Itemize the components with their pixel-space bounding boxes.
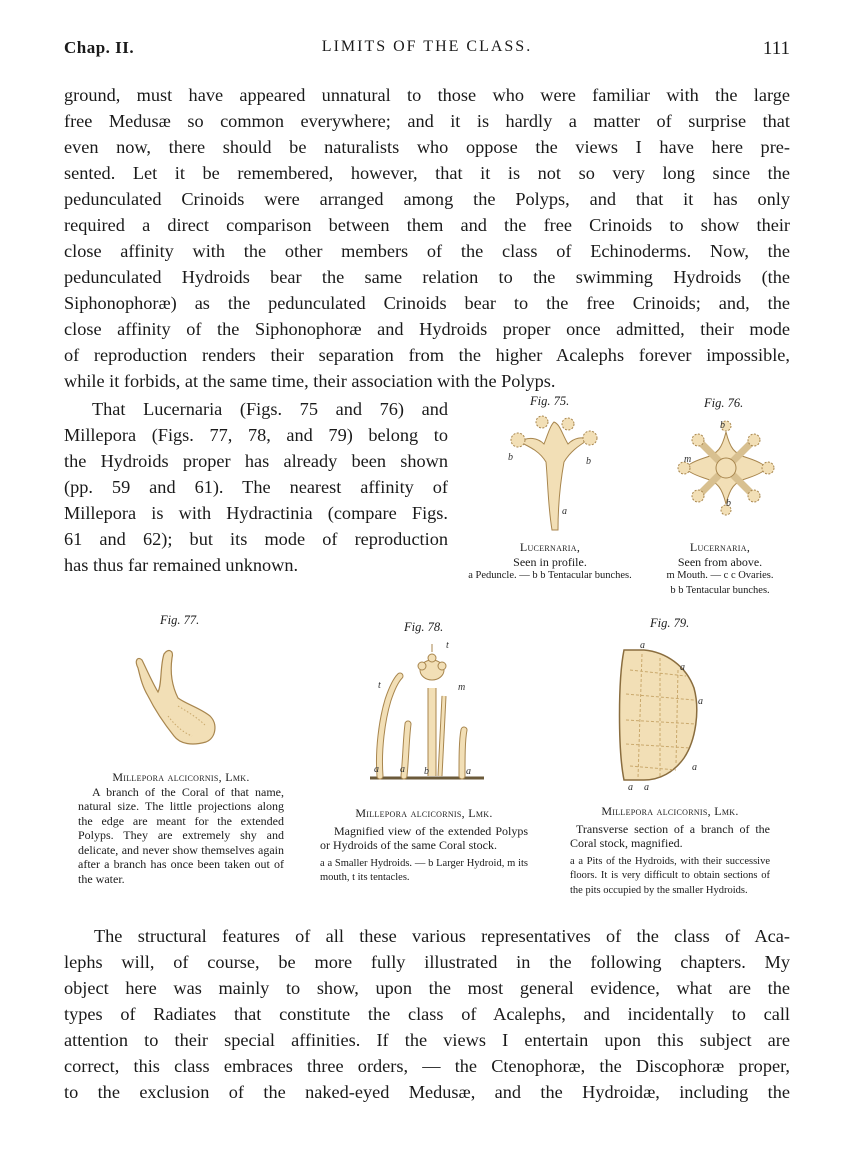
fig79-letter-a: a xyxy=(640,640,645,651)
fig79-desc: Transverse section of a branch of the Coral stock, magnified. xyxy=(570,821,770,850)
fig79-label: Fig. 79. xyxy=(650,616,690,630)
fig76-legend-2: b b Tentacular bunches. xyxy=(670,584,770,596)
text-line: free Medusæ so common everywhere; and it is hardly a matter of surprise that xyxy=(64,111,790,131)
fig75-letter-a: a xyxy=(562,506,567,517)
text-line: attention to their special affinities. If the views I entertain upon this subject are xyxy=(64,1030,790,1050)
fig78-letter-b: b xyxy=(424,766,429,777)
text-line: types of Radiates that constitute the class of Acalephs, and incidentally to call xyxy=(64,1004,790,1024)
chapter-label: Chap. II. xyxy=(64,38,135,57)
running-title: LIMITS OF THE CLASS. xyxy=(321,38,533,55)
text-line: Siphonophoræ) as the pedunculated Crinoids bear to the free Crinoids; and, the xyxy=(64,293,790,313)
text-line: That Lucernaria (Figs. 75 and 76) and xyxy=(92,399,448,419)
fig75-title: Lucernaria, xyxy=(519,540,581,554)
text-line: has thus far remained unknown. xyxy=(64,555,299,575)
text-line: The structural features of all these various representatives of the class of Aca- xyxy=(94,926,790,946)
fig79-millepora-section-illustration xyxy=(610,640,722,793)
fig78-desc: Magnified view of the extended Polyps or Hydroids of the same Coral stock. xyxy=(320,823,528,852)
fig75-letter-b: b xyxy=(586,456,591,467)
text-line: Millepora is with Hydractinia (compare Figs. xyxy=(64,503,448,523)
fig78-title: Millepora alcicornis, Lmk. xyxy=(355,806,493,820)
fig78-millepora-polyps-illustration xyxy=(366,640,488,790)
text-line: the Hydroids proper has already been shown xyxy=(64,451,448,471)
fig78-letter-a: a xyxy=(374,764,379,775)
text-line: close affinity with the other members of the class of Echinoderms. Now, the xyxy=(64,241,790,261)
text-line: pedunculated Hydroids bear the same relation to the swimming Hydroids (the xyxy=(64,267,790,287)
fig79-letter-a: a xyxy=(644,782,649,793)
text-line: of reproduction renders their separation from the higher Acalephs forever impossible, xyxy=(64,345,790,365)
fig76-desc: Seen from above. xyxy=(677,554,763,569)
text-line: correct, this class embraces three orders, — the Ctenophoræ, the Discophoræ proper, xyxy=(64,1056,790,1076)
fig77-caption xyxy=(78,770,284,886)
text-line: sented. Let it be remembered, however, that it is not so very long since the xyxy=(64,163,790,183)
fig78-letter-t: t xyxy=(446,640,449,651)
fig75-desc: Seen in profile. xyxy=(513,554,587,569)
fig76-caption xyxy=(640,540,800,598)
text-line: (pp. 59 and 61). The nearest affinity of xyxy=(64,477,448,497)
paragraph-1 xyxy=(64,82,790,394)
fig76-letter-b: b xyxy=(726,498,731,509)
fig75-caption xyxy=(466,540,634,584)
text-line: ground, must have appeared unnatural to those who were familiar with the large xyxy=(64,85,790,105)
running-header xyxy=(64,38,790,68)
fig78-caption xyxy=(320,806,528,886)
text-line: while it forbids, at the same time, their association with the Polyps. xyxy=(64,371,556,391)
fig75-label: Fig. 75. xyxy=(530,394,570,408)
text-line: object here was mainly to show, upon the most general evidence, what are the xyxy=(64,978,790,998)
fig76-letter-b: b xyxy=(720,420,725,431)
fig79-letter-a: a xyxy=(692,762,697,773)
fig76-label: Fig. 76. xyxy=(704,396,744,410)
fig78-legend: a a Smaller Hydroids. — b Larger Hydroid, m its mouth, t its tentacles. xyxy=(320,857,528,883)
text-line: even now, there should be naturalists who oppose the views I have here pre- xyxy=(64,137,790,157)
paragraph-3 xyxy=(64,923,790,1105)
text-line: Millepora (Figs. 77, 78, and 79) belong to xyxy=(64,425,448,445)
fig79-caption xyxy=(570,804,770,898)
text-line: pedunculated Crinoids were arranged among the Polyps, and that it has only xyxy=(64,189,790,209)
fig76-legend-1: m Mouth. — c c Ovaries. xyxy=(666,570,774,581)
fig78-letter-a: a xyxy=(400,764,405,775)
fig78-letter-a: a xyxy=(466,766,471,777)
fig79-title: Millepora alcicornis, Lmk. xyxy=(601,804,739,818)
text-line: required a direct comparison between them and the free Crinoids to show their xyxy=(64,215,790,235)
fig78-label: Fig. 78. xyxy=(404,620,444,634)
fig79-letter-a: a xyxy=(628,782,633,793)
fig79-letter-a: a xyxy=(698,696,703,707)
fig77-title: Millepora alcicornis, Lmk. xyxy=(112,770,250,784)
fig77-desc: A branch of the Coral of that name, natural size. The little projections along the edge are meant for the extended Polyps. They are extremely shy and delicate, and never show themselves again after a branch has once been taken out of the water. xyxy=(78,784,284,886)
fig79-letter-a: a xyxy=(680,662,685,673)
fig76-lucernaria-illustration xyxy=(674,418,778,518)
fig76-letter-m: m xyxy=(684,454,692,465)
fig76-title: Lucernaria, xyxy=(689,540,751,554)
fig75-letter-b: b xyxy=(508,452,513,463)
text-line: to the exclusion of the naked-eyed Medusæ, and the Hydroidæ, including the xyxy=(64,1082,790,1102)
text-line: lephs will, of course, be more fully illustrated in the following chapters. My xyxy=(64,952,790,972)
fig77-millepora-branch-illustration xyxy=(128,646,228,750)
fig75-legend: a Peduncle. — b b Tentacular bunches. xyxy=(468,570,632,581)
page-number: 111 xyxy=(762,38,790,59)
fig77-label: Fig. 77. xyxy=(160,613,200,627)
text-line: 61 and 62); but its mode of reproduction xyxy=(64,529,448,549)
fig75-lucernaria-illustration xyxy=(498,414,610,538)
fig79-legend: a a Pits of the Hydroids, with their successive floors. It is very difficult to obtain sections of the pits occupied by the smaller Hydroids. xyxy=(570,855,770,896)
text-line: close affinity of the Siphonophoræ and Hydroids proper once admitted, their mode xyxy=(64,319,790,339)
fig78-letter-m: m xyxy=(458,682,466,693)
paragraph-2 xyxy=(64,396,448,578)
fig78-letter-t: t xyxy=(378,680,381,691)
